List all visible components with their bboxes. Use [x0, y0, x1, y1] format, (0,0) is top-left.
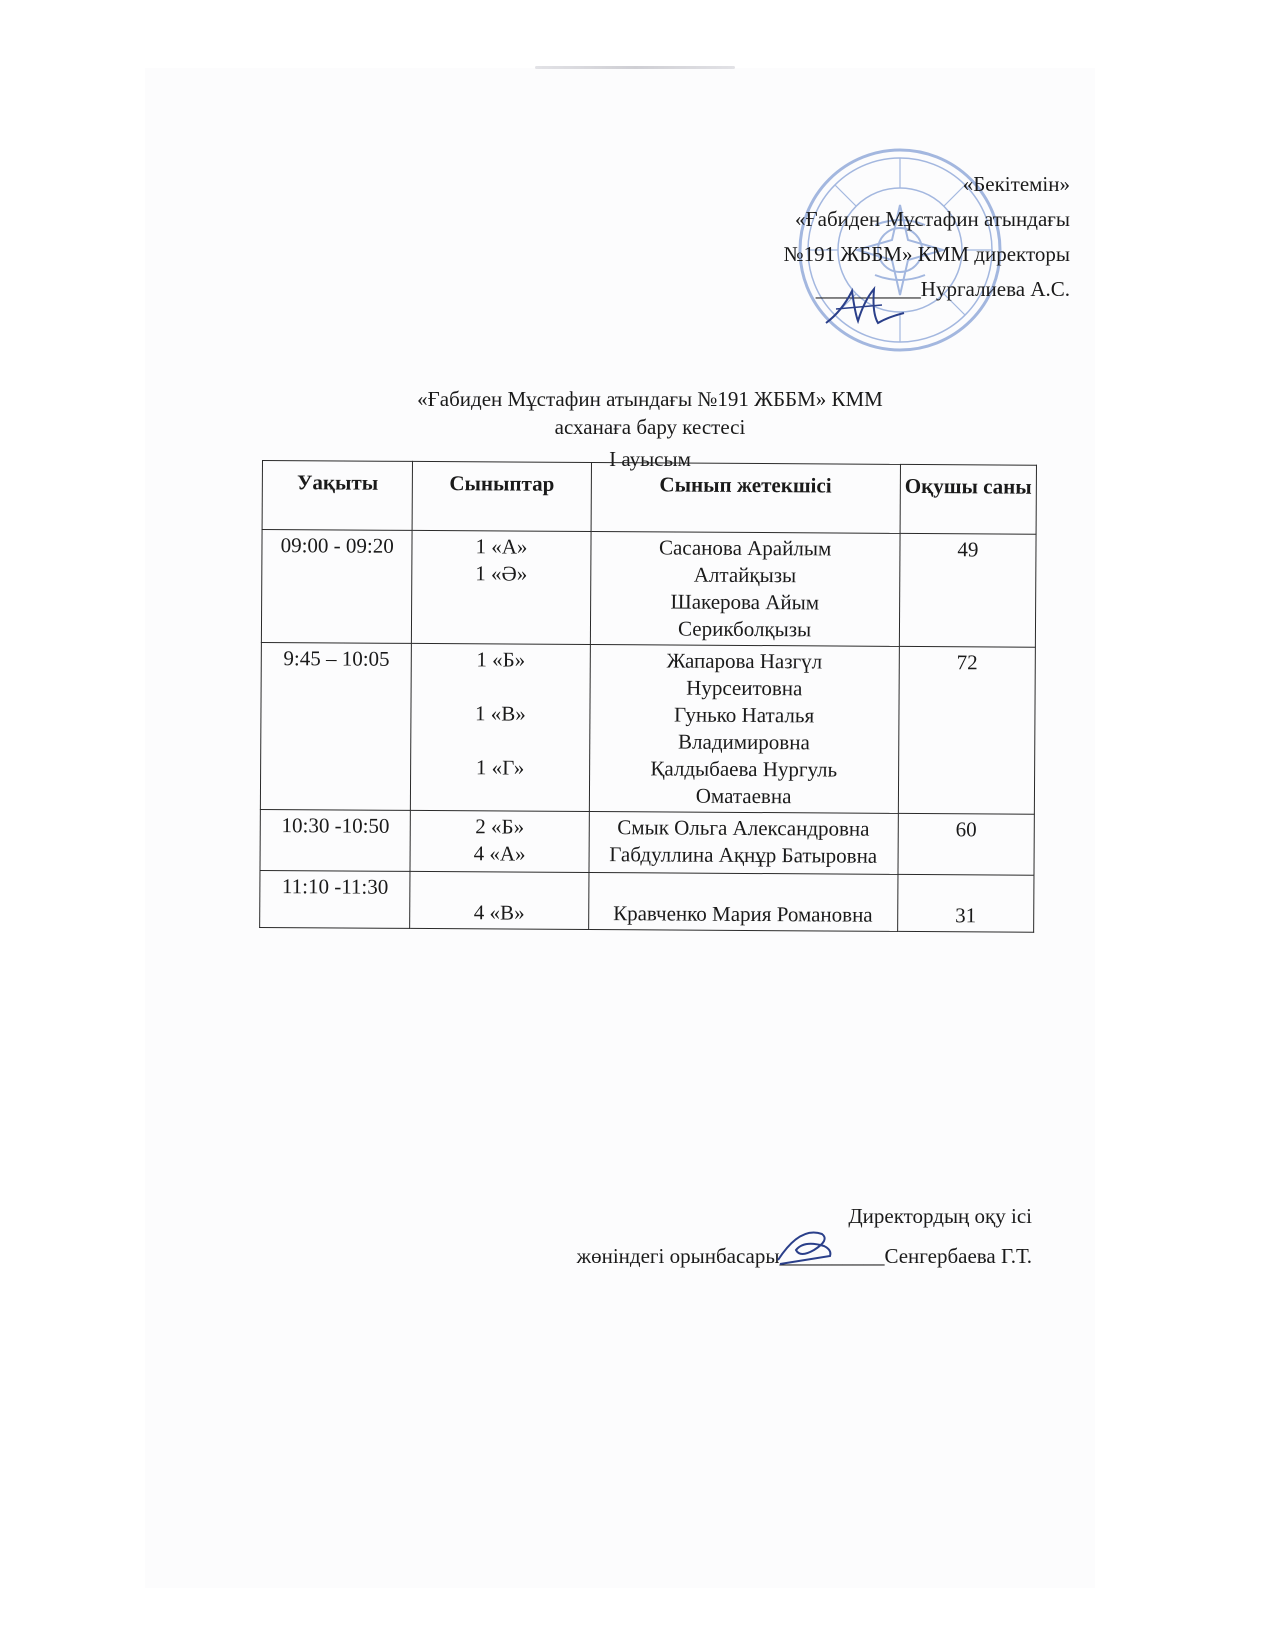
cell-count: 49	[899, 533, 1036, 647]
teacher-name: Сасанова Арайлым	[658, 535, 832, 561]
cell-classes	[410, 810, 588, 872]
cell-time: 09:00 - 09:20	[261, 530, 412, 644]
cell-time: 11:10 -11:30	[260, 870, 411, 928]
header-classes: Сыныптар	[413, 461, 591, 531]
cell-count: 72	[898, 646, 1035, 814]
title-schedule: асханаға бару кестесі	[554, 415, 746, 439]
teacher-name: Нурсеитовна	[686, 675, 803, 701]
teacher-name: Алтайқызы	[693, 562, 797, 588]
class-label: 4 «В»	[473, 900, 525, 925]
cell-count: 60	[898, 813, 1035, 875]
table-row	[260, 870, 1034, 932]
teacher-name: Шакерова Айым	[670, 589, 820, 615]
approval-signatory-line: __________Нургалиева А.С.	[815, 277, 1070, 301]
teacher-name: Габдуллина Ақнұр Батыровна	[609, 842, 878, 868]
approval-position-line: №191 ЖББМ» КММ директоры	[783, 242, 1070, 266]
deputy-signature-icon	[770, 1224, 840, 1270]
cell-teachers	[588, 873, 898, 932]
approval-org-line: «Ғабиден Мұстафин атындағы	[795, 207, 1070, 231]
header-count: Оқушы саны	[900, 464, 1037, 534]
teacher-name: Владимировна	[678, 729, 810, 755]
class-label: 1 «Б»	[476, 647, 526, 672]
canteen-schedule-table	[259, 460, 1037, 933]
class-label: 1 «В»	[474, 701, 526, 726]
cell-teachers	[589, 645, 899, 814]
cell-classes	[411, 643, 590, 811]
document-title	[255, 385, 1045, 441]
teacher-name: Смык Ольга Александровна	[617, 815, 870, 841]
title-shift: І ауысым	[609, 447, 691, 471]
teacher-name: Серикболқызы	[678, 616, 812, 642]
cell-teachers	[590, 532, 900, 647]
class-label: 1 «Ә»	[475, 561, 528, 586]
cell-teachers	[589, 812, 899, 875]
deputy-title-line: Директордың оқу ісі	[848, 1204, 1032, 1228]
table-header-row	[262, 461, 1036, 535]
cell-classes	[410, 871, 588, 929]
class-label: 4 «А»	[473, 841, 526, 866]
table-row	[260, 809, 1034, 875]
director-signature-icon	[822, 283, 908, 333]
paper-fold-mark	[535, 66, 735, 69]
deputy-signatory-line: жөніндегі орынбасары__________Сенгербаева Г.Т.	[576, 1244, 1032, 1268]
class-label: 2 «Б»	[475, 814, 525, 839]
deputy-signature-block	[472, 1196, 1032, 1276]
class-label: 1 «А»	[475, 534, 528, 559]
cell-time: 10:30 -10:50	[260, 809, 411, 871]
table-row	[261, 530, 1036, 648]
title-organization: «Ғабиден Мұстафин атындағы №191 ЖББМ» КММ	[417, 387, 883, 411]
cell-count: 31	[897, 874, 1034, 932]
teacher-name: Кравченко Мария Романовна	[613, 901, 873, 927]
teacher-name: Гунько Наталья	[673, 702, 815, 728]
cell-classes	[412, 530, 591, 644]
header-time: Уақыты	[262, 461, 413, 531]
approval-heading: «Бекітемін»	[962, 172, 1070, 196]
table-row	[260, 642, 1035, 814]
teacher-name: Қалдыбаева Нургуль	[650, 756, 838, 782]
teacher-name: Оматаевна	[695, 783, 792, 809]
teacher-name: Жапарова Назгүл	[666, 648, 823, 674]
header-teacher: Сынып жетекшісі	[591, 463, 901, 534]
cell-time: 9:45 – 10:05	[260, 642, 411, 810]
class-label: 1 «Г»	[475, 755, 525, 780]
